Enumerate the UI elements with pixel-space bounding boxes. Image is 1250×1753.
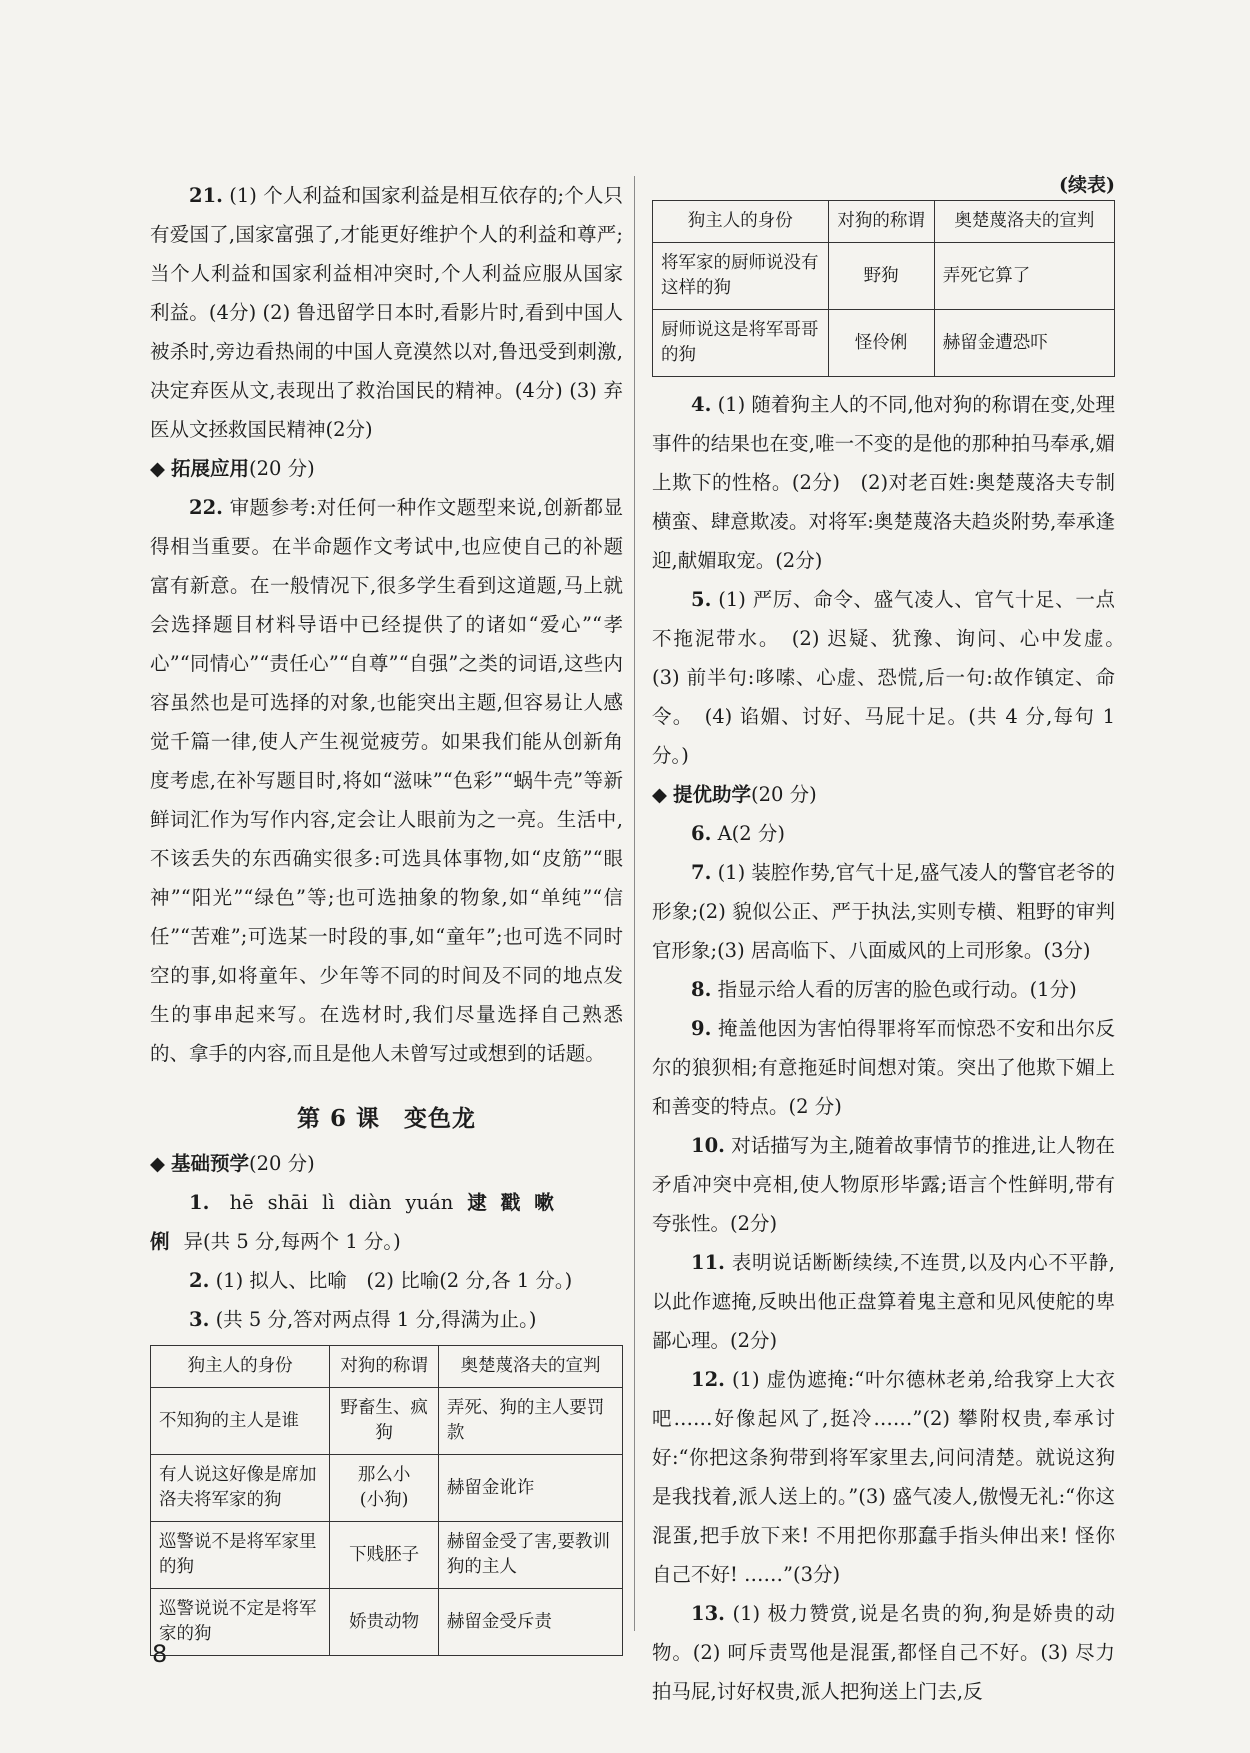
table-cell: 下贱胚子: [330, 1522, 439, 1589]
section-points: (20 分): [249, 457, 315, 480]
answer-text: (共 5 分,答对两点得 1 分,得满为止。): [215, 1308, 537, 1331]
table-cell: 弄死、狗的主人要罚款: [438, 1388, 622, 1455]
answer-3: [150, 1300, 623, 1339]
table-header: 奥楚蔑洛夫的宣判: [438, 1346, 622, 1388]
answer-text: (1) 拟人、比喻 (2) 比喻(2 分,各 1 分。): [215, 1269, 573, 1292]
question-number: 6.: [691, 822, 712, 845]
table-header: 对狗的称谓: [330, 1346, 439, 1388]
answer-text: 指显示给人看的厉害的脸色或行动。(1分): [717, 978, 1077, 1001]
answer-21: [150, 176, 623, 449]
diamond-icon: ◆: [150, 1152, 165, 1175]
answer-22: [150, 488, 623, 1073]
char-2: 戳: [500, 1191, 521, 1214]
pinyin-4: diàn: [348, 1191, 392, 1214]
table-cell: 赫留金受斥责: [438, 1589, 622, 1656]
table-cell: 怪伶俐: [828, 310, 934, 377]
table-header: 狗主人的身份: [151, 1346, 330, 1388]
answer-13: [652, 1594, 1115, 1711]
table-cell: 有人说这好像是席加洛夫将军家的狗: [151, 1455, 330, 1522]
section-heading-improve: [652, 775, 1115, 814]
answer-text: (1) 严厉、命令、盛气凌人、官气十足、一点不拖泥带水。 (2) 迟疑、犹豫、询问、心中发虚。 (3) 前半句:哆嗦、心虚、恐慌,后一句:故作镇定、命令。 (4) 谄媚、讨好、马屁十足。(共 4 分,每句 1 分。): [652, 588, 1135, 767]
answer-2: [150, 1261, 623, 1300]
right-column: [652, 174, 1135, 1711]
question-number: 11.: [691, 1251, 725, 1274]
pinyin-3: lì: [322, 1191, 335, 1214]
answer-8: [652, 970, 1115, 1009]
section-title: 提优助学: [673, 783, 752, 806]
answer-1-continued: [150, 1222, 623, 1261]
table-row: [653, 310, 1115, 377]
question-number: 8.: [691, 978, 712, 1001]
section-title: 基础预学: [171, 1152, 250, 1175]
table-cell: 弄死它算了: [934, 243, 1114, 310]
table-cell: 野畜生、疯狗: [330, 1388, 439, 1455]
answer-text: A(2 分): [717, 822, 785, 845]
pinyin-1: hē: [229, 1191, 254, 1214]
question-number: 5.: [691, 588, 712, 611]
question-number: 9.: [691, 1017, 712, 1040]
question-number: 4.: [691, 393, 712, 416]
section-points: (20 分): [249, 1152, 315, 1175]
dog-owner-table: [150, 1345, 623, 1656]
pinyin-5: yuán: [405, 1191, 454, 1214]
char-1: 逮: [467, 1191, 487, 1214]
question-number: 7.: [691, 861, 712, 884]
page-number: 8: [152, 1640, 168, 1668]
table-cell: 厨师说这是将军哥哥的狗: [653, 310, 829, 377]
section-title: 拓展应用: [171, 457, 250, 480]
section-heading-expand: [150, 449, 623, 488]
answer-11: [652, 1243, 1115, 1360]
question-number: 2.: [189, 1269, 210, 1292]
answer-text: (1) 个人利益和国家利益是相互依存的;个人只有爱国了,国家富强了,才能更好维护个人的利益和尊严;当个人利益和国家利益相冲突时,个人利益应服从国家利益。(4分) (2) 鲁迅留学日本时,看影片时,看到中国人被杀时,旁边看热闹的中国人竟漠然以对,鲁迅受到刺激,决定弃医从文,表现出了救治国民的精神。(4分) (3) 弃医从文拯救国民精神(2分): [150, 184, 624, 441]
table-cell: 不知狗的主人是谁: [151, 1388, 330, 1455]
answer-text: 表明说话断断续续,不连贯,以及内心不平静,以此作遮掩,反映出他正盘算着鬼主意和见风使舵的卑鄙心理。(2分): [652, 1251, 1115, 1352]
table-cell: 赫留金讹诈: [438, 1455, 622, 1522]
table-header: 狗主人的身份: [653, 201, 829, 243]
pinyin-2: shāi: [267, 1191, 309, 1214]
answer-1: [150, 1183, 623, 1222]
table-row: [653, 243, 1115, 310]
char-3: 嗽: [534, 1191, 554, 1214]
table-row: [151, 1522, 623, 1589]
table-header: 奥楚蔑洛夫的宣判: [934, 201, 1114, 243]
table-header-row: [653, 201, 1115, 243]
answer-text: (1) 虚伪遮掩:“叶尔德林老弟,给我穿上大衣吧……好像起风了,挺冷……”(2) 攀附权贵,奉承讨好:“你把这条狗带到将军家里去,问问清楚。就说这狗是我找着,派人送上的。”(3) 盛气凌人,傲慢无礼:“你这混蛋,把手放下来! 不用把你那蠢手指头伸出来! 怪你自己不好! ……”(3分): [652, 1368, 1116, 1586]
table-row: [151, 1388, 623, 1455]
table-header-row: [151, 1346, 623, 1388]
question-number: 13.: [691, 1602, 725, 1625]
answer-7: [652, 853, 1115, 970]
table-row: [151, 1455, 623, 1522]
table-cell: 野狗: [828, 243, 934, 310]
answer-9: [652, 1009, 1115, 1126]
table-header: 对狗的称谓: [828, 201, 934, 243]
question-number: 12.: [691, 1368, 725, 1391]
diamond-icon: ◆: [652, 783, 667, 806]
answer-text: 掩盖他因为害怕得罪将军而惊恐不安和出尔反尔的狼狈相;有意拖延时间想对策。突出了他欺下媚上和善变的特点。(2 分): [652, 1017, 1115, 1118]
question-number: 22.: [189, 496, 223, 519]
table-cell: 赫留金受了害,要教训狗的主人: [438, 1522, 622, 1589]
answer-text: 对话描写为主,随着故事情节的推进,让人物在矛盾冲突中亮相,使人物原形毕露;语言个性鲜明,带有夸张性。(2分): [652, 1134, 1115, 1235]
question-number: 10.: [691, 1134, 725, 1157]
table-cell: 巡警说说不定是将军家的狗: [151, 1589, 330, 1656]
table-cell: 赫留金遭恐吓: [934, 310, 1114, 377]
section-heading-basic: [150, 1144, 623, 1183]
table-cell: 将军家的厨师说没有这样的狗: [653, 243, 829, 310]
left-column: [150, 176, 623, 1656]
answer-text: 异(共 5 分,每两个 1 分。): [183, 1230, 401, 1253]
char-4: 俐: [150, 1230, 170, 1253]
answer-6: [652, 814, 1115, 853]
answer-4: [652, 385, 1115, 580]
table-cell: 那么小 (小狗): [330, 1455, 439, 1522]
section-points: (20 分): [751, 783, 817, 806]
answer-text: (1) 装腔作势,官气十足,盛气凌人的警官老爷的形象;(2) 貌似公正、严于执法,实则专横、粗野的审判官形象;(3) 居高临下、八面威风的上司形象。(3分): [652, 861, 1116, 962]
answer-text: (1) 随着狗主人的不同,他对狗的称谓在变,处理事件的结果也在变,唯一不变的是他的那种拍马奉承,媚上欺下的性格。(2分) (2)对老百姓:奥楚蔑洛夫专制横蛮、肆意欺凌。对将军:奥楚蔑洛夫趋炎附势,奉承逢迎,献媚取宠。(2分): [652, 393, 1116, 572]
answer-text: (1) 极力赞赏,说是名贵的狗,狗是娇贵的动物。(2) 呵斥责骂他是混蛋,都怪自己不好。(3) 尽力拍马屁,讨好权贵,派人把狗送上门去,反: [652, 1602, 1116, 1703]
answer-12: [652, 1360, 1115, 1594]
answer-5: [652, 580, 1135, 775]
question-number: 3.: [189, 1308, 210, 1331]
lesson-title: 第 6 课 变色龙: [296, 1105, 477, 1132]
dog-owner-table-continued: [652, 200, 1115, 377]
diamond-icon: ◆: [150, 457, 165, 480]
question-number: 1.: [189, 1191, 210, 1214]
question-number: 21.: [189, 184, 223, 207]
answer-10: [652, 1126, 1115, 1243]
table-cell: 娇贵动物: [330, 1589, 439, 1656]
table-row: [151, 1589, 623, 1656]
column-divider: [634, 176, 635, 1631]
continued-label: (续表): [1059, 174, 1115, 196]
answer-text: 审题参考:对任何一种作文题型来说,创新都显得相当重要。在半命题作文考试中,也应使自己的补题富有新意。在一般情况下,很多学生看到这道题,马上就会选择题目材料导语中已经提供了的诸如“爱心”“孝心”“同情心”“责任心”“自尊”“自强”之类的词语,这些内容虽然也是可选择的对象,也能突出主题,但容易让人感觉千篇一律,使人产生视觉疲劳。如果我们能从创新角度考虑,在补写题目时,将如“滋味”“色彩”“蜗牛壳”等新鲜词汇作为写作内容,定会让人眼前为之一亮。生活中,不该丢失的东西确实很多:可选具体事物,如“皮筋”“眼神”“阳光”“绿色”等;也可选抽象的物象,如“单纯”“信任”“苦难”;可选某一时段的事,如“童年”;也可选不同时空的事,如将童年、少年等不同的时间及不同的地点发生的事串起来写。在选材时,我们尽量选择自己熟悉的、拿手的内容,而且是他人未曾写过或想到的话题。: [150, 496, 623, 1065]
table-cell: 巡警说不是将军家里的狗: [151, 1522, 330, 1589]
